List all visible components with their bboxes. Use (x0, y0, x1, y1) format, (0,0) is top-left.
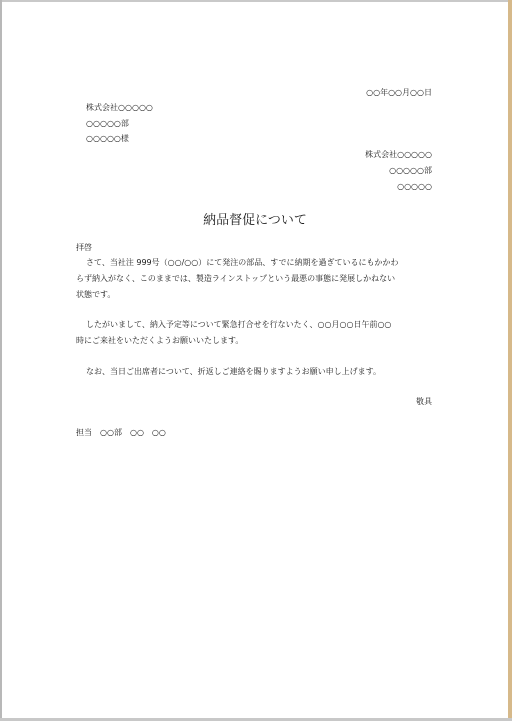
letter-date: ○○年○○月○○日 (366, 88, 432, 97)
letter-title: 納品督促について (203, 213, 307, 228)
sender-company: 株式会社○○○○○ (365, 150, 432, 159)
sender-department: ○○○○○部 (389, 166, 432, 175)
page-border-right (508, 0, 512, 721)
paragraph-1-line-1: さて、当社注 999号（○○/○○）にて発注の部品、すでに納期を過ぎているにもかかわ (86, 258, 399, 267)
paragraph-2-line-1: したがいまして、納入予定等について緊急打合せを行ないたく、○○月○○日午前○○ (86, 320, 392, 329)
paragraph-3-line-1: なお、当日ご出席者について、折返しご連絡を賜りますようお願い申し上げます。 (86, 367, 382, 376)
recipient-department: ○○○○○部 (86, 119, 129, 128)
recipient-person: ○○○○○様 (86, 134, 129, 143)
recipient-company: 株式会社○○○○○ (86, 103, 153, 112)
paragraph-1-line-2: らず納入がなく、このままでは、製造ラインストップという最悪の事態に発展しかねない (76, 274, 396, 283)
paragraph-1-line-3: 状態です。 (76, 290, 116, 299)
closing: 敬具 (416, 397, 432, 406)
letter-page (2, 2, 508, 718)
sender-name: ○○○○○ (397, 182, 432, 191)
contact-person: 担当 ○○部 ○○ ○○ (76, 428, 166, 437)
paragraph-2-line-2: 時にご来社をいただくようお願いいたします。 (76, 336, 244, 345)
salutation: 拝啓 (76, 243, 92, 252)
